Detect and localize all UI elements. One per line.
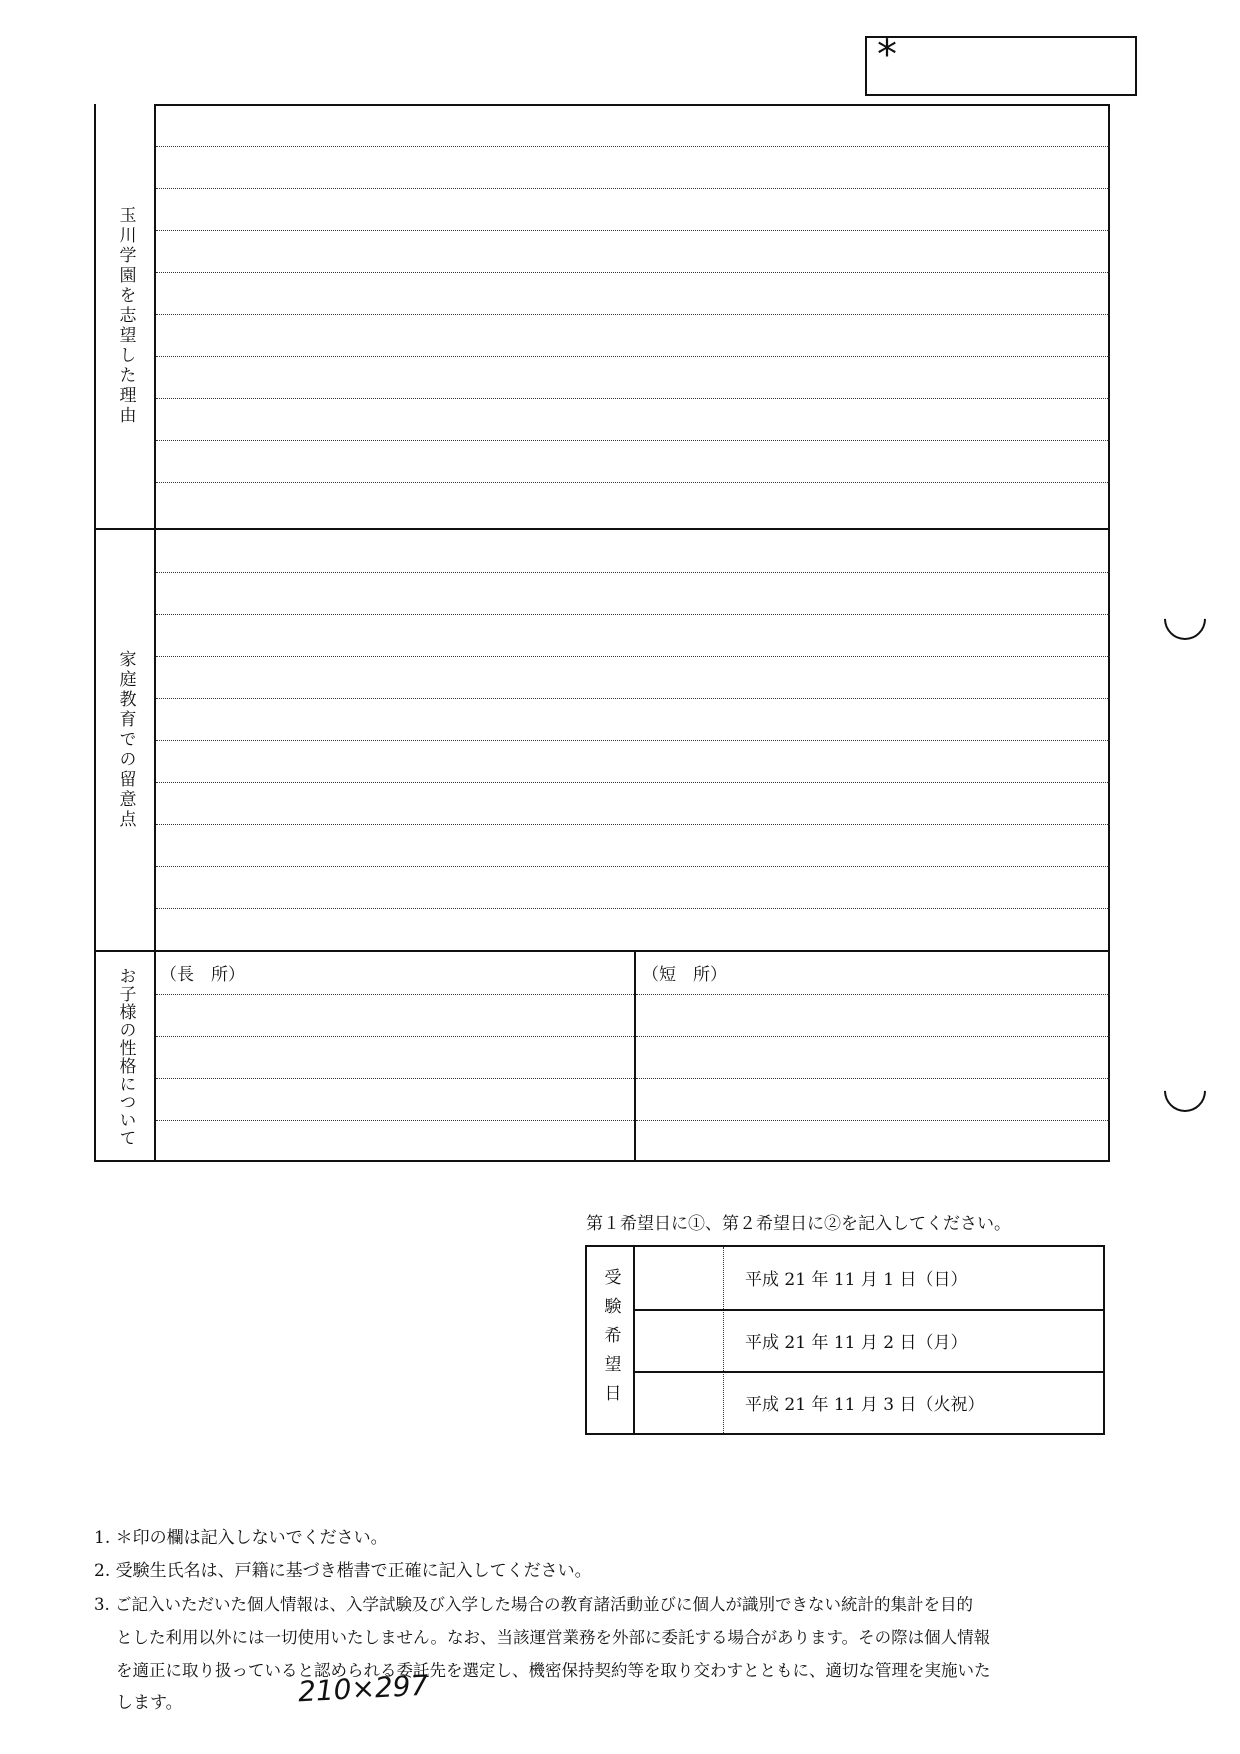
note-line-4: とした利用以外には一切使用いたしません。なお、当該運営業務を外部に委託する場合があります。その際は個人情報	[116, 1628, 991, 1647]
binder-hole-lower	[1155, 1061, 1214, 1120]
strengths-area[interactable]	[156, 952, 634, 1160]
weaknesses-label: （短 所）	[642, 965, 727, 985]
personality-label-cell	[96, 952, 154, 1162]
note-line-5: を適正に取り扱っていると認められる委託先を選定し、機密保持契約等を取り交わすとともに、適切な管理を実施いた	[116, 1661, 991, 1680]
home-education-label: 家庭教育での留意点	[115, 650, 136, 830]
exam-date-choice-3[interactable]	[635, 1373, 721, 1433]
home-education-section	[96, 530, 1112, 950]
reason-section	[96, 104, 1112, 528]
office-use-box	[865, 32, 1137, 96]
notes-block	[94, 1522, 1134, 1720]
asterisk-mark: *	[877, 32, 897, 78]
exam-date-option-3: 平成 21 年 11 月 3 日（火祝）	[745, 1395, 985, 1415]
weaknesses-area[interactable]	[636, 952, 1110, 1160]
exam-date-table	[585, 1245, 1105, 1435]
exam-date-option-1: 平成 21 年 11 月 1 日（日）	[745, 1270, 968, 1290]
exam-date-choice-2[interactable]	[635, 1311, 721, 1371]
note-line-3: 3. ご記入いただいた個人情報は、入学試験及び入学した場合の教育諸活動並びに個人が識別できない統計的集計を目的	[94, 1595, 973, 1614]
personality-label: お子様の性格について	[115, 967, 136, 1147]
note-line-1: 1. ＊印の欄は記入しないでください。	[94, 1528, 388, 1548]
home-education-label-cell	[96, 530, 154, 950]
home-education-writing-area[interactable]	[156, 530, 1110, 950]
strengths-label: （長 所）	[160, 965, 245, 985]
exam-date-instruction: 第１希望日に①、第２希望日に②を記入してください。	[586, 1214, 1011, 1234]
exam-date-label-cell	[587, 1247, 633, 1433]
personality-section	[96, 952, 1112, 1162]
exam-date-option-2: 平成 21 年 11 月 2 日（月）	[745, 1333, 968, 1353]
note-line-2: 2. 受験生氏名は、戸籍に基づき楷書で正確に記入してください。	[94, 1561, 592, 1581]
note-line-6: します。	[116, 1693, 183, 1713]
exam-date-label: 受験希望日	[600, 1267, 621, 1413]
binder-hole-upper	[1155, 589, 1214, 648]
reason-writing-area[interactable]	[156, 104, 1110, 528]
exam-date-choice-1[interactable]	[635, 1247, 721, 1309]
reason-label: 玉川学園を志望した理由	[115, 206, 136, 426]
main-form-table	[94, 104, 1110, 1162]
handwritten-size-note: 210×297	[297, 1668, 430, 1709]
reason-label-cell	[96, 104, 154, 528]
